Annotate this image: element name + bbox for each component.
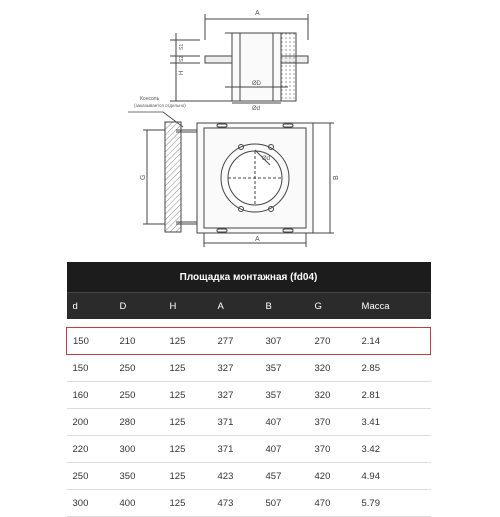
table-cell: 320 (309, 382, 356, 409)
table-header-row (67, 293, 431, 320)
column-header: D (114, 293, 164, 320)
column-header: Масса (356, 293, 431, 320)
table-cell: 125 (164, 409, 212, 436)
table-cell: 470 (309, 490, 356, 517)
dim-H: H (179, 70, 185, 75)
column-header: H (164, 293, 212, 320)
table-cell: 473 (212, 490, 260, 517)
table-cell: 370 (309, 436, 356, 463)
table-cell: 2.14 (356, 328, 431, 355)
callout-line-2: (заказывается отдельно) (134, 103, 186, 108)
table-cell: 507 (260, 490, 309, 517)
table-cell: 350 (114, 463, 164, 490)
table-cell: 4.94 (356, 463, 431, 490)
table-cell: 280 (114, 409, 164, 436)
table-row (67, 409, 431, 436)
column-header: G (309, 293, 356, 320)
table-body (67, 319, 431, 517)
table-cell: 150 (67, 328, 114, 355)
table-cell: 420 (309, 463, 356, 490)
dim-A-bottom: A (255, 236, 260, 243)
column-header: A (212, 293, 260, 320)
table-row (67, 463, 431, 490)
table-cell: 150 (67, 355, 114, 382)
table-cell: 5.79 (356, 490, 431, 517)
dim-d-top: Ød (252, 106, 261, 112)
side-view (170, 14, 308, 103)
plan-view (143, 122, 334, 247)
table-cell: 357 (260, 382, 309, 409)
dim-A-top: A (255, 10, 260, 17)
table-cell: 220 (67, 436, 114, 463)
table-title: Площадка монтажная (fd04) (67, 262, 431, 293)
spec-table (66, 262, 431, 517)
table-cell: 125 (164, 355, 212, 382)
table-cell: 320 (309, 355, 356, 382)
table-cell: 125 (164, 328, 212, 355)
table-cell: 210 (114, 328, 164, 355)
table-cell: 250 (67, 463, 114, 490)
table-cell: 160 (67, 382, 114, 409)
table-cell: 125 (164, 436, 212, 463)
table-cell: 270 (309, 328, 356, 355)
dim-G: G (140, 174, 147, 180)
table-row (67, 382, 431, 409)
table-cell: 400 (114, 490, 164, 517)
table-cell: 3.41 (356, 409, 431, 436)
table-cell: 250 (114, 382, 164, 409)
table-row (67, 490, 431, 517)
table-cell: 200 (67, 409, 114, 436)
dim-B: B (333, 175, 340, 180)
table-cell: 3.42 (356, 436, 431, 463)
table-cell: 250 (114, 355, 164, 382)
table-cell: 407 (260, 436, 309, 463)
callout-line-1: Консоль (140, 96, 160, 102)
table-cell: 370 (309, 409, 356, 436)
column-header: d (67, 293, 114, 320)
table-cell: 407 (260, 409, 309, 436)
table-cell: 2.81 (356, 382, 431, 409)
table-cell: 125 (164, 490, 212, 517)
dim-S1: S1 (179, 43, 185, 50)
table-cell: 423 (212, 463, 260, 490)
technical-drawing (0, 0, 500, 258)
table-cell: 300 (114, 436, 164, 463)
table-cell: 357 (260, 355, 309, 382)
table-cell: 277 (212, 328, 260, 355)
table-cell: 125 (164, 382, 212, 409)
dim-D: ØD (252, 81, 261, 87)
table-cell: 457 (260, 463, 309, 490)
table-row (67, 436, 431, 463)
table-row-highlighted (67, 328, 431, 355)
dim-d-plan: Ød (262, 156, 271, 162)
table-cell: 371 (212, 409, 260, 436)
table-cell: 307 (260, 328, 309, 355)
table-cell: 327 (212, 382, 260, 409)
table-cell: 125 (164, 463, 212, 490)
table-row (67, 355, 431, 382)
table-cell: 371 (212, 436, 260, 463)
column-header: B (260, 293, 309, 320)
table-cell: 300 (67, 490, 114, 517)
dim-S2: S2 (179, 55, 185, 62)
table-cell: 2.85 (356, 355, 431, 382)
table-cell: 327 (212, 355, 260, 382)
